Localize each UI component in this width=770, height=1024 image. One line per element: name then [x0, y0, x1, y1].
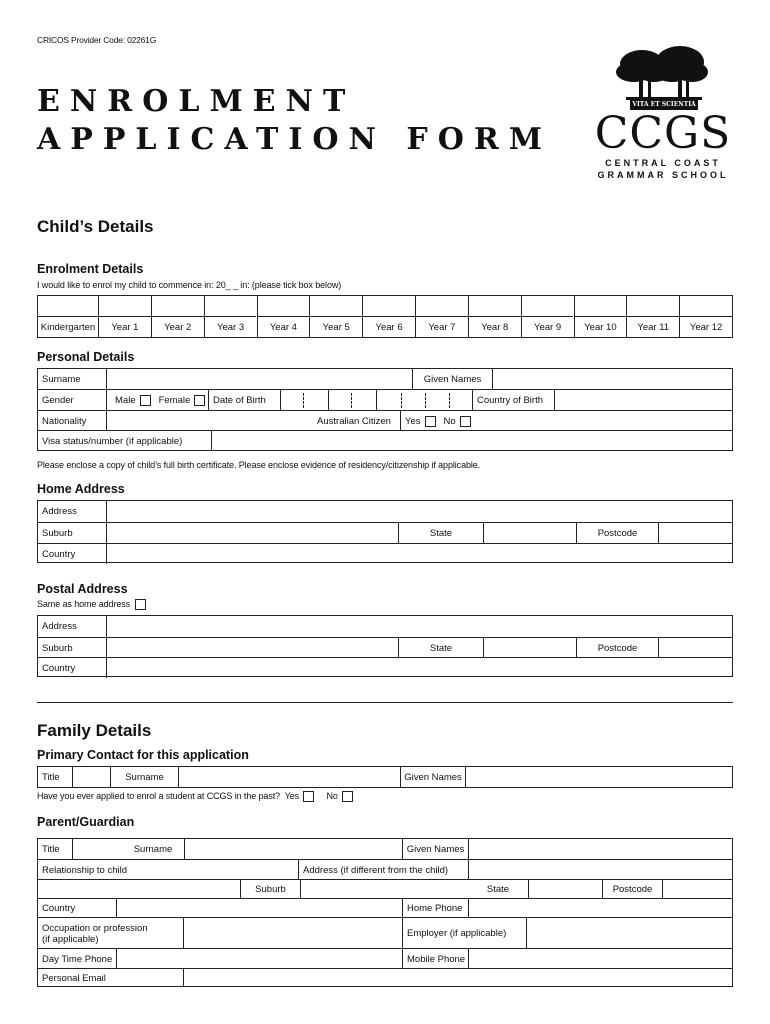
- female-checkbox[interactable]: [194, 395, 205, 406]
- postal-postcode-label: Postcode: [576, 638, 658, 658]
- citizen-yes-checkbox[interactable]: [425, 416, 436, 427]
- primary-surname-label: Surname: [110, 767, 178, 787]
- past-no-checkbox[interactable]: [342, 791, 353, 802]
- same-as-home-checkbox[interactable]: [135, 599, 146, 610]
- dob-year-field[interactable]: [376, 390, 472, 411]
- parent-postcode-field[interactable]: [662, 880, 732, 899]
- year-label-5: Year 5: [309, 316, 362, 337]
- gender-label: Gender: [42, 395, 74, 406]
- male-checkbox[interactable]: [140, 395, 151, 406]
- year-label-12: Year 12: [679, 316, 732, 337]
- primary-title-label: Title: [42, 771, 60, 783]
- year-checkbox-5[interactable]: [309, 296, 362, 316]
- form-title-line2: APPLICATION FORM: [37, 122, 552, 157]
- parent-address-label: Address (if different from the child): [298, 860, 468, 880]
- year-label-7: Year 7: [415, 316, 468, 337]
- past-yes-label: Yes: [284, 791, 300, 801]
- year-label-3: Year 3: [204, 316, 257, 337]
- female-label: Female: [158, 395, 191, 406]
- home-address-table: [37, 500, 733, 563]
- visa-field[interactable]: [211, 431, 732, 451]
- child-given-names-field[interactable]: [492, 369, 732, 389]
- year-label-11: Year 11: [626, 316, 679, 337]
- year-label-1: Year 1: [98, 316, 151, 337]
- enrolment-instruction: I would like to enrol my child to commence in: 20_ _ in: (please tick box below): [37, 280, 342, 290]
- primary-contact-table: [37, 766, 733, 788]
- parent-given-names-label: Given Names: [402, 839, 468, 859]
- given-names-label: Given Names: [412, 369, 492, 389]
- childs-details-heading: Child’s Details: [37, 217, 154, 236]
- postal-address-heading: Postal Address: [37, 582, 128, 596]
- nationality-label: Nationality: [42, 415, 87, 427]
- parent-title-field[interactable]: [72, 839, 122, 859]
- parent-suburb-field[interactable]: [300, 880, 468, 899]
- home-address-label: Address: [42, 506, 77, 517]
- employer-field[interactable]: [526, 918, 732, 949]
- year-checkbox-6[interactable]: [362, 296, 415, 316]
- year-checkbox-12[interactable]: [679, 296, 732, 316]
- year-checkbox-7[interactable]: [415, 296, 468, 316]
- email-label: Personal Email: [42, 972, 106, 984]
- logo-name-line1: CENTRAL COAST: [605, 158, 721, 168]
- year-checkbox-0[interactable]: [38, 296, 98, 316]
- personal-details-heading: Personal Details: [37, 350, 135, 364]
- postal-country-field[interactable]: [106, 658, 732, 678]
- postal-suburb-field[interactable]: [106, 638, 398, 658]
- day-phone-label: Day Time Phone: [42, 953, 113, 965]
- postal-address-label: Address: [42, 621, 77, 632]
- same-as-home: Same as home address: [37, 599, 146, 610]
- visa-label: Visa status/number (if applicable): [42, 435, 183, 447]
- logo-motto: VITA ET SCIENTIA: [632, 101, 696, 108]
- citizen-yes-label: Yes: [405, 415, 421, 427]
- home-country-label: Country: [42, 548, 76, 560]
- parent-surname-field[interactable]: [184, 839, 402, 859]
- year-label-6: Year 6: [362, 316, 415, 337]
- country-of-birth-field[interactable]: [554, 390, 732, 411]
- parent-address-field[interactable]: [468, 860, 732, 880]
- primary-title-field[interactable]: [72, 767, 110, 787]
- gender-options: [106, 390, 208, 411]
- postal-country-label: Country: [42, 662, 76, 674]
- parent-country-field[interactable]: [116, 899, 402, 918]
- year-checkbox-4[interactable]: [257, 296, 310, 316]
- logo-name-line2: GRAMMAR SCHOOL: [597, 170, 729, 180]
- parent-guardian-table: [37, 838, 733, 987]
- year-checkbox-3[interactable]: [204, 296, 257, 316]
- dob-day-field[interactable]: [280, 390, 328, 411]
- mobile-phone-field[interactable]: [468, 949, 732, 969]
- postal-state-field[interactable]: [483, 638, 576, 658]
- country-of-birth-label: Country of Birth: [472, 390, 554, 411]
- postal-address-table: [37, 615, 733, 677]
- parent-given-names-field[interactable]: [468, 839, 732, 859]
- year-label-0: Kindergarten: [38, 316, 98, 337]
- home-state-label: State: [398, 523, 483, 544]
- occupation-note: (if applicable): [42, 933, 99, 945]
- occupation-field[interactable]: [183, 918, 402, 949]
- nationality-field[interactable]: [106, 411, 308, 431]
- year-label-9: Year 9: [521, 316, 574, 337]
- home-postcode-field[interactable]: [658, 523, 732, 544]
- primary-given-names-field[interactable]: [465, 767, 732, 787]
- visa-note: (if applicable): [125, 435, 183, 447]
- postal-suburb-label: Suburb: [42, 642, 73, 654]
- relationship-label: Relationship to child: [42, 864, 128, 876]
- home-suburb-label: Suburb: [42, 528, 73, 539]
- parent-state-label: State: [486, 884, 510, 895]
- home-address-field[interactable]: [106, 501, 732, 522]
- family-details-heading: Family Details: [37, 721, 152, 740]
- year-checkbox-2[interactable]: [151, 296, 204, 316]
- postal-address-field[interactable]: [106, 616, 732, 637]
- home-state-field[interactable]: [483, 523, 576, 544]
- parent-address-line[interactable]: [38, 880, 240, 899]
- employer-note: (if applicable): [449, 928, 507, 939]
- dob-month-field[interactable]: [328, 390, 376, 411]
- year-checkbox-1[interactable]: [98, 296, 151, 316]
- logo-abbr: CCGS: [594, 108, 732, 159]
- school-logo: [592, 42, 734, 182]
- year-checkbox-8[interactable]: [468, 296, 521, 316]
- year-checkbox-11[interactable]: [626, 296, 679, 316]
- year-checkbox-9[interactable]: [521, 296, 574, 316]
- year-label-2: Year 2: [151, 316, 204, 337]
- year-label-8: Year 8: [468, 316, 521, 337]
- parent-surname-label: Surname: [133, 843, 173, 855]
- home-postcode-label: Postcode: [576, 523, 658, 544]
- past-yes-checkbox[interactable]: [303, 791, 314, 802]
- citizen-no-label: No: [443, 415, 456, 427]
- occupation-label: Occupation or profession (if applicable): [42, 922, 148, 945]
- primary-given-names-label: Given Names: [400, 767, 465, 787]
- surname-label: Surname: [42, 373, 81, 385]
- home-suburb-field[interactable]: [106, 523, 398, 544]
- postal-postcode-field[interactable]: [658, 638, 732, 658]
- parent-title-label: Title: [42, 843, 60, 855]
- enrolment-details-heading: Enrolment Details: [37, 262, 144, 276]
- year-checkbox-10[interactable]: [574, 296, 627, 316]
- personal-details-table: [37, 368, 733, 451]
- parent-guardian-heading: Parent/Guardian: [37, 815, 135, 829]
- home-country-field[interactable]: [106, 544, 732, 564]
- australian-citizen-label: Australian Citizen: [317, 415, 391, 427]
- home-address-heading: Home Address: [37, 482, 125, 496]
- year-selection-grid: [37, 295, 733, 338]
- email-field[interactable]: [183, 969, 732, 987]
- parent-country-label: Country: [42, 903, 76, 914]
- dob-label: Date of Birth: [208, 390, 280, 411]
- citizen-no-checkbox[interactable]: [460, 416, 471, 427]
- section-divider: [37, 702, 733, 703]
- child-surname-field[interactable]: [106, 369, 412, 389]
- home-phone-field[interactable]: [468, 899, 732, 918]
- year-label-4: Year 4: [257, 316, 310, 337]
- employer-label: Employer (if applicable): [402, 918, 526, 949]
- mobile-phone-label: Mobile Phone: [402, 949, 468, 969]
- postal-state-label: State: [398, 638, 483, 658]
- year-label-10: Year 10: [574, 316, 627, 337]
- enclose-note: Please enclose a copy of child’s full birth certificate. Please enclose evidence of residency/citizenship if applicable.: [37, 460, 481, 470]
- male-label: Male: [115, 395, 136, 406]
- citizen-options: [400, 411, 478, 431]
- past-no-label: No: [326, 791, 338, 801]
- day-phone-field[interactable]: [116, 949, 402, 969]
- cricos-code: CRICOS Provider Code: 02261G: [37, 35, 157, 45]
- parent-address-note: (if different from the child): [340, 864, 449, 876]
- past-application-question: Have you ever applied to enrol a student at CCGS in the past? Yes No: [37, 791, 353, 802]
- home-phone-label: Home Phone: [402, 899, 468, 918]
- primary-surname-field[interactable]: [178, 767, 400, 787]
- primary-contact-heading: Primary Contact for this application: [37, 748, 249, 762]
- parent-postcode-label: Postcode: [602, 880, 662, 899]
- form-title-line1: ENROLMENT: [37, 84, 356, 119]
- parent-suburb-label: Suburb: [240, 880, 300, 899]
- parent-state-field[interactable]: [528, 880, 602, 899]
